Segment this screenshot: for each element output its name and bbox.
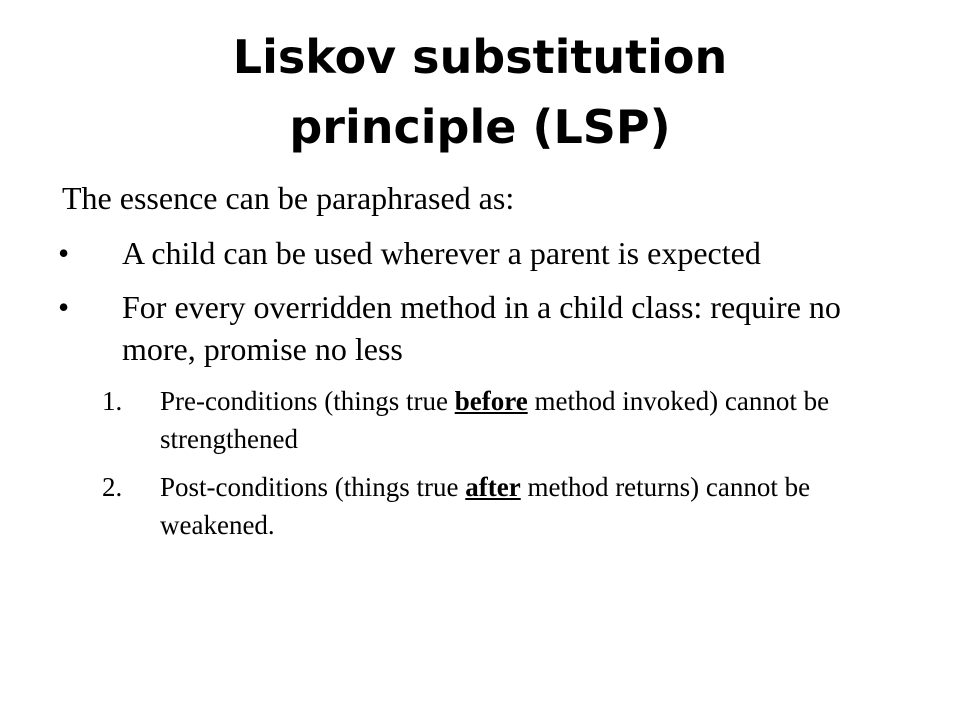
item-emphasis: before (454, 386, 528, 416)
title-line-1: Liskov substitution (232, 30, 728, 84)
item-number: 1. (102, 386, 123, 416)
item-text-after: method invoked) cannot be strengthened (160, 386, 830, 454)
slide-body (58, 176, 922, 554)
item-text-before: Post-conditions (things true (160, 472, 466, 502)
bullet-text: A child can be used wherever a parent is expected (122, 235, 761, 271)
item-number: 2. (102, 472, 123, 502)
item-text-before: Pre-conditions (things true (160, 386, 455, 416)
bullet-text: For every overridden method in a child class: require no more, promise no less (122, 289, 841, 367)
item-emphasis: after (465, 472, 521, 502)
title-line-2: principle (LSP) (289, 100, 671, 154)
bullet-item (58, 286, 922, 370)
intro-text: The essence can be paraphrased as: (62, 180, 515, 216)
slide-title (0, 22, 960, 162)
bullet-icon: • (58, 289, 70, 325)
item-text-after: method returns) cannot be weakened. (160, 472, 811, 540)
bullet-icon: • (58, 235, 70, 271)
bullet-item (58, 232, 922, 274)
numbered-item (62, 468, 922, 544)
numbered-item (62, 382, 922, 458)
